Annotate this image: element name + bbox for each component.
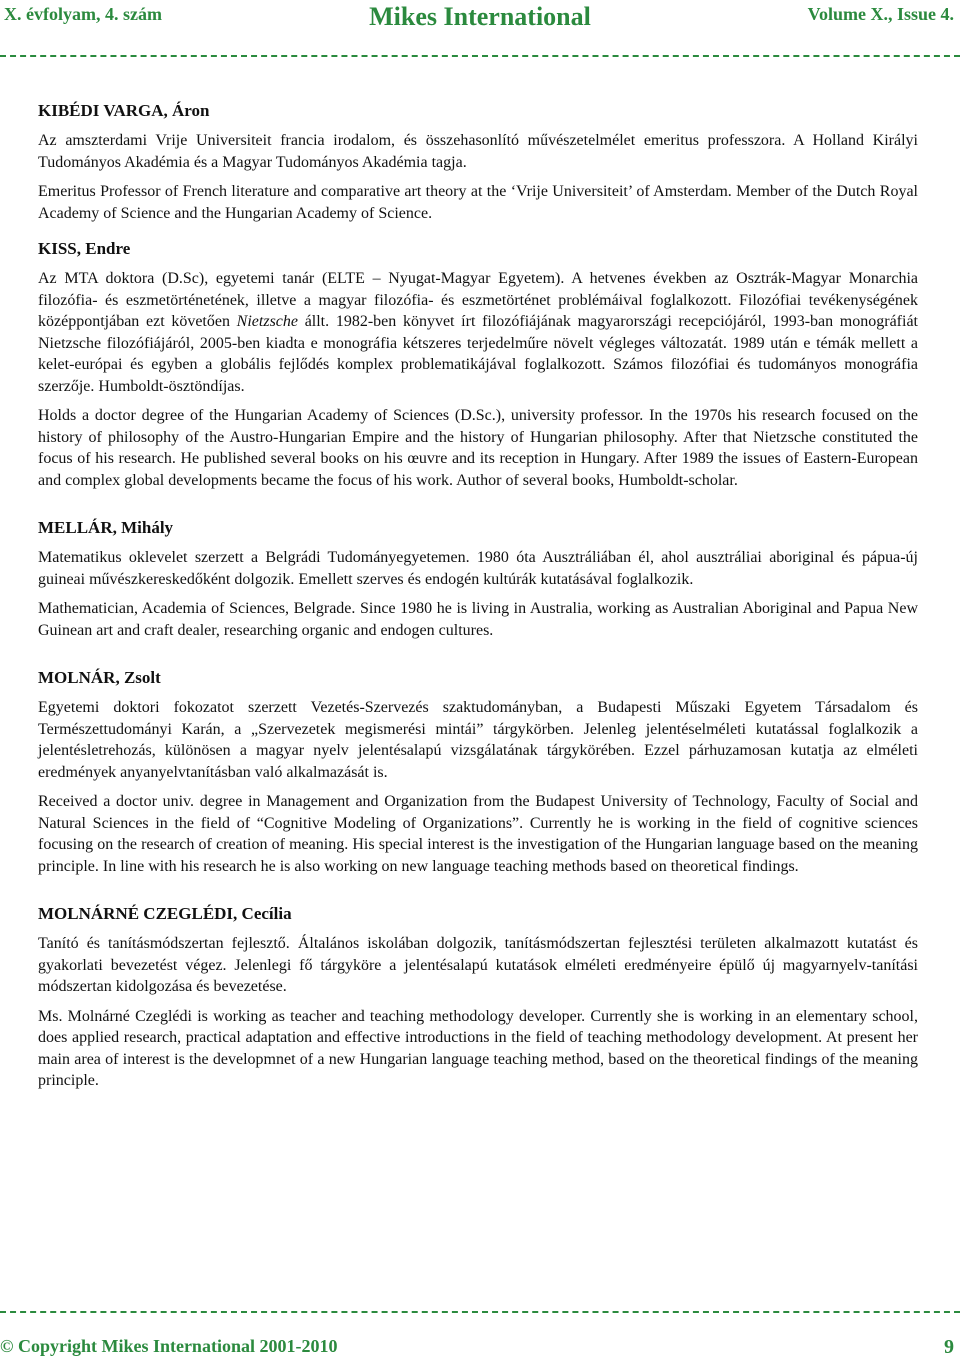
entry-bio-english: Ms. Molnárné Czeglédi is working as teacher and teaching methodology developer. Currently she is working in an elementary school, does applied research, practical adaptation and effective introductions in the field of teaching methodology development. At present her main area of interest is the developmnet of a new Hungarian language teaching method, based on the theoretical findings of the meaning principle. [38,1007,918,1089]
contributors-list [38,100,918,1092]
bio-text: Az MTA doktora (D.Sc), egyetemi tanár (ELTE – Nyugat-Magyar Egyetem). A hetvenes években az Osztrák-Magyar Monarchia filozófia- és eszmetörténetének, illetve a magyar filozófia- és eszmetörténet problémáival foglalkozott. Filozófiai tevékenységének középpontjában ezt követően [38,270,918,330]
entry-name: KIBÉDI VARGA, Áron [38,101,210,120]
entry-bio-hungarian [38,268,918,397]
entry-name: MELLÁR, Mihály [38,518,174,537]
footer-divider [0,1311,960,1313]
copyright-notice: © Copyright Mikes International 2001-2010 [0,1336,338,1356]
volume-hungarian: X. évfolyam, 4. szám [4,4,162,24]
entry-bio-english: Received a doctor univ. degree in Management and Organization from the Budapest University of Technology, Faculty of Social and Natural Sciences in the field of “Cognitive Modeling of Organizations”. Currently he is working in the field of cognitive sciences focusing on the research of creation of meaning. His special interest is the investigation of the Hungarian language based on the meaning principle. In line with his research he is also working on new language teaching methods based on theoretical findings. [38,793,918,875]
entry-bio-hungarian: Tanító és tanításmódszertan fejlesztő. Általános iskolában dolgozik, tanításmódszertan fejlesztési területen alkalmazott kutatást és gyakorlati bevezetést végez. Jelenlegi fő tárgyköre a jelentésalapú kutatások elméleti eredményeire épülő új magyarnyelv-tanítási módszertan kidolgozása és bevezetése. [38,935,918,995]
page-header [0,0,960,40]
entry-name: KISS, Endre [38,239,131,258]
entry-bio-hungarian: Egyetemi doktori fokozatot szerzett Vezetés-Szervezés szaktudományban, a Budapesti Műszaki Egyetem Társadalom és Természettudományi Karán, a „Szervezetek megismerési mintái” tárgykörben. Jelenleg jelentéselméleti kutatással foglalkozik a jelentésletrehozás, különösen a magyar nyelv jelentésalapú vizsgálatának tárgykörében. Ezzel párhuzamosan kutatja az elméleti eredmények anyanyelvtanításban való alkalmazását is. [38,699,918,781]
bio-italic-text: Nietzsche [236,313,298,330]
bio-text: állt. 1982-ben könyvet írt filozófiájának magyarországi recepciójáról, 1993-ban monográfiát Nietzsche filozófiájáról, 2005-ben kiadta e monográfia kétszeres terjedelműre növelt végleges változatát. 1989 után e témák mellett a kelet-európai és egyben a globális fejlődés komplex problematikájával foglalkozott. Számos filozófiai és tudományos monográfia szerzője. Humboldt-ösztöndíjas. [38,313,919,395]
entry-bio-english: Emeritus Professor of French literature and comparative art theory at the ‘Vrije Universiteit’ of Amsterdam. Member of the Dutch Royal Academy of Science and the Hungarian Academy of Science. [38,183,918,222]
entry-bio-hungarian: Matematikus oklevelet szerzett a Belgrádi Tudományegyetemen. 1980 óta Ausztráliában él, ahol ausztráliai aboriginal és pápua-új guineai művészkereskedőként dolgozik. Emellett szerves és endogén kultúrák kutatásával foglalkozik. [38,549,918,588]
header-divider [0,55,960,57]
entry-bio-english: Mathematician, Academia of Sciences, Belgrade. Since 1980 he is living in Australia, working as Australian Aboriginal and Papua New Guinean art and craft dealer, researching organic and endogen cultures. [38,600,918,639]
volume-english: Volume X., Issue 4. [807,4,954,24]
page-number: 9 [944,1336,954,1358]
entry-name: MOLNÁRNÉ CZEGLÉDI, Cecília [38,904,292,923]
entry-bio-english: Holds a doctor degree of the Hungarian Academy of Sciences (D.Sc.), university professor. In the 1970s his research focused on the history of philosophy of the Austro-Hungarian Empire and the history of Hungarian philosophy. After that Nietzsche constituted the focus of his research. He published several books on his œuvre and its reception in Hungary. After 1989 the issues of Eastern-European and complex global developments became the focus of his work. Author of several books, Humboldt-scholar. [38,407,918,489]
entry-name: MOLNÁR, Zsolt [38,668,161,687]
entry-bio-hungarian: Az amszterdami Vrije Universiteit francia irodalom, és összehasonlító művészetelmélet emeritus professzora. A Holland Királyi Tudományos Akadémia és a Magyar Tudományos Akadémia tagja. [38,132,918,171]
journal-title: Mikes International [369,2,591,31]
